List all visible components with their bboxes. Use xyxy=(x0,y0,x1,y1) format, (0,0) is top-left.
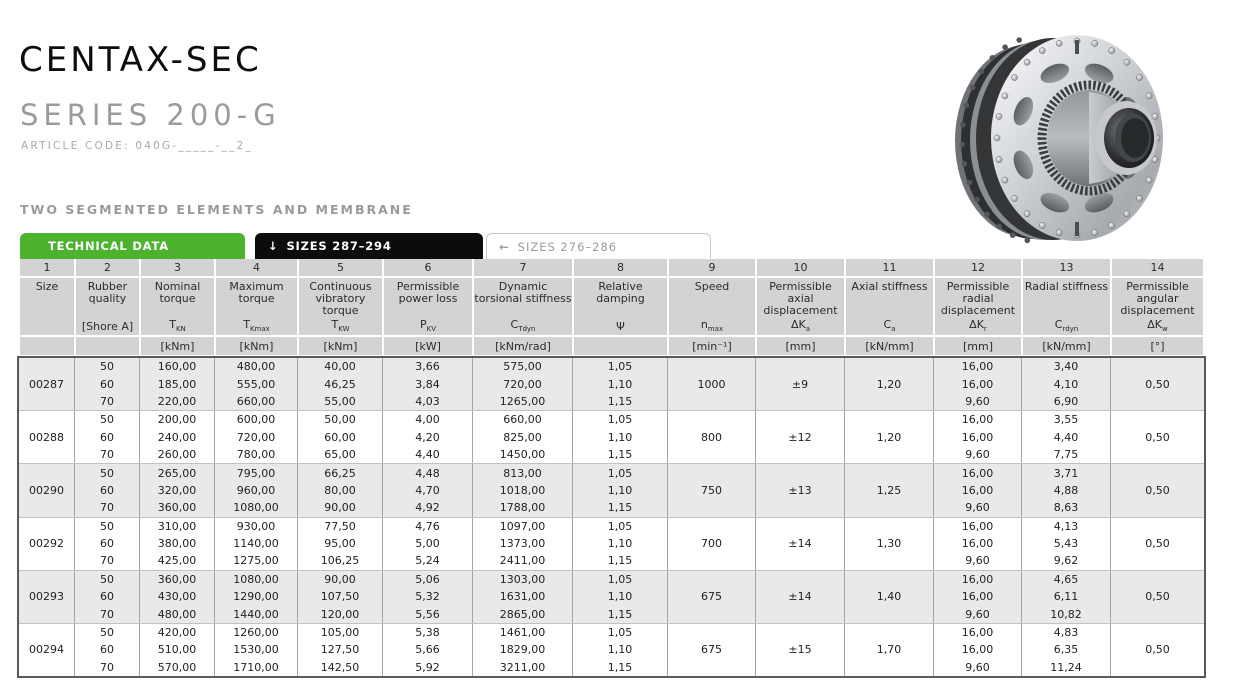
column-title: Maximum torque xyxy=(229,280,284,305)
size-cell: 00288 xyxy=(19,411,75,463)
torsional-stiffness-cell: 1373,00 xyxy=(473,535,573,552)
nominal-torque-cell: 310,00 xyxy=(140,518,215,535)
column-symbol: $T_{KN}$ xyxy=(169,318,186,333)
damping-cell: 1,05 xyxy=(573,624,668,641)
nominal-torque-cell: 480,00 xyxy=(140,605,215,622)
article-code: ARTICLE CODE: 040G-_____-__2_ xyxy=(21,140,253,152)
torsional-stiffness-cell: 720,00 xyxy=(473,375,573,392)
column-number: 10 xyxy=(756,259,845,276)
shore-hardness-cell: 50 xyxy=(75,624,140,641)
size-group-row xyxy=(19,410,1204,463)
radial-stiffness-cell: 4,83 xyxy=(1022,624,1111,641)
vibratory-torque-cell: 90,00 xyxy=(298,571,383,588)
column-number: 13 xyxy=(1022,259,1111,276)
maximum-torque-cell: 930,00 xyxy=(215,518,298,535)
axial-stiffness-cell: 1,30 xyxy=(845,518,934,570)
column-unit: [min⁻¹] xyxy=(668,337,756,355)
column-title: Permissible axial displacement xyxy=(763,280,838,317)
radial-displacement-cell: 9,60 xyxy=(934,393,1022,410)
vibratory-torque-cell: 40,00 xyxy=(298,358,383,375)
shore-hardness-cell: 70 xyxy=(75,499,140,516)
torsional-stiffness-cell: 575,00 xyxy=(473,358,573,375)
speed-cell: 700 xyxy=(668,518,756,570)
axial-stiffness-cell: 1,40 xyxy=(845,571,934,623)
nominal-torque-cell: 360,00 xyxy=(140,571,215,588)
column-number: 1 xyxy=(19,259,75,276)
radial-displacement-cell: 9,60 xyxy=(934,605,1022,622)
maximum-torque-cell: 1530,00 xyxy=(215,641,298,658)
damping-cell: 1,05 xyxy=(573,411,668,428)
column-number-row xyxy=(19,259,1204,276)
column-number: 9 xyxy=(668,259,756,276)
nominal-torque-cell: 160,00 xyxy=(140,358,215,375)
column-number: 12 xyxy=(934,259,1022,276)
technical-data-table xyxy=(19,259,1204,676)
power-loss-cell: 5,66 xyxy=(383,641,473,658)
maximum-torque-cell: 720,00 xyxy=(215,429,298,446)
column-title: Permissible radial displacement xyxy=(940,280,1016,317)
size-cell: 00294 xyxy=(19,624,75,676)
radial-displacement-cell: 9,60 xyxy=(934,659,1022,676)
vibratory-torque-cell: 50,00 xyxy=(298,411,383,428)
damping-cell: 1,15 xyxy=(573,605,668,622)
column-title: Size xyxy=(35,280,59,293)
shore-hardness-cell: 70 xyxy=(75,552,140,569)
column-header xyxy=(298,278,383,335)
radial-displacement-cell: 9,60 xyxy=(934,499,1022,516)
column-symbol: $P_{KV}$ xyxy=(419,318,437,333)
torsional-stiffness-cell: 2411,00 xyxy=(473,552,573,569)
vibratory-torque-cell: 105,00 xyxy=(298,624,383,641)
axial-displacement-cell: ±15 xyxy=(756,624,845,676)
radial-stiffness-cell: 9,62 xyxy=(1022,552,1111,569)
size-group-row xyxy=(19,517,1204,570)
radial-displacement-cell: 9,60 xyxy=(934,552,1022,569)
nominal-torque-cell: 430,00 xyxy=(140,588,215,605)
shore-hardness-cell: 60 xyxy=(75,482,140,499)
radial-stiffness-cell: 4,13 xyxy=(1022,518,1111,535)
column-header-row xyxy=(19,278,1204,335)
column-unit: [kNm] xyxy=(215,337,298,355)
column-header xyxy=(19,278,75,335)
torsional-stiffness-cell: 1461,00 xyxy=(473,624,573,641)
radial-displacement-cell: 16,00 xyxy=(934,482,1022,499)
column-number: 5 xyxy=(298,259,383,276)
power-loss-cell: 4,20 xyxy=(383,429,473,446)
vibratory-torque-cell: 120,00 xyxy=(298,605,383,622)
maximum-torque-cell: 1440,00 xyxy=(215,605,298,622)
column-unit: [mm] xyxy=(756,337,845,355)
damping-cell: 1,15 xyxy=(573,446,668,463)
down-arrow-icon: ↓ xyxy=(268,239,279,253)
radial-displacement-cell: 16,00 xyxy=(934,429,1022,446)
power-loss-cell: 4,40 xyxy=(383,446,473,463)
column-unit: [kNm/rad] xyxy=(473,337,573,355)
column-title: Radial stiffness xyxy=(1024,280,1109,293)
size-group-row xyxy=(19,570,1204,623)
damping-cell: 1,05 xyxy=(573,358,668,375)
radial-stiffness-cell: 10,82 xyxy=(1022,605,1111,622)
radial-displacement-cell: 16,00 xyxy=(934,375,1022,392)
column-symbol: $C_a$ xyxy=(883,318,896,333)
shore-hardness-cell: 50 xyxy=(75,518,140,535)
radial-stiffness-cell: 3,71 xyxy=(1022,464,1111,481)
maximum-torque-cell: 1080,00 xyxy=(215,571,298,588)
column-unit: [kN/mm] xyxy=(1022,337,1111,355)
radial-displacement-cell: 16,00 xyxy=(934,358,1022,375)
damping-cell: 1,10 xyxy=(573,375,668,392)
nominal-torque-cell: 200,00 xyxy=(140,411,215,428)
column-header xyxy=(1111,278,1204,335)
torsional-stiffness-cell: 2865,00 xyxy=(473,605,573,622)
vibratory-torque-cell: 77,50 xyxy=(298,518,383,535)
nominal-torque-cell: 260,00 xyxy=(140,446,215,463)
tab-technical-data[interactable] xyxy=(20,233,245,259)
column-number: 11 xyxy=(845,259,934,276)
radial-displacement-cell: 16,00 xyxy=(934,518,1022,535)
power-loss-cell: 5,92 xyxy=(383,659,473,676)
radial-displacement-cell: 16,00 xyxy=(934,411,1022,428)
size-cell: 00292 xyxy=(19,518,75,570)
column-unit: [°] xyxy=(1111,337,1204,355)
column-title: Relative damping xyxy=(596,280,645,305)
angular-displacement-cell: 0,50 xyxy=(1145,537,1170,551)
radial-stiffness-cell: 5,43 xyxy=(1022,535,1111,552)
torsional-stiffness-cell: 825,00 xyxy=(473,429,573,446)
torsional-stiffness-cell: 1788,00 xyxy=(473,499,573,516)
shore-hardness-cell: 70 xyxy=(75,446,140,463)
nominal-torque-cell: 570,00 xyxy=(140,659,215,676)
torsional-stiffness-cell: 1265,00 xyxy=(473,393,573,410)
column-symbol: [Shore A] xyxy=(81,320,134,333)
column-number: 7 xyxy=(473,259,573,276)
power-loss-cell: 5,56 xyxy=(383,605,473,622)
column-header xyxy=(1022,278,1111,335)
vibratory-torque-cell: 142,50 xyxy=(298,659,383,676)
tab-label: TECHNICAL DATA xyxy=(48,239,169,253)
maximum-torque-cell: 795,00 xyxy=(215,464,298,481)
column-unit: [kNm] xyxy=(140,337,215,355)
nominal-torque-cell: 265,00 xyxy=(140,464,215,481)
tab-sizes-287-294[interactable] xyxy=(255,233,483,259)
table-body xyxy=(19,358,1204,676)
shore-hardness-cell: 50 xyxy=(75,571,140,588)
shore-hardness-cell: 60 xyxy=(75,535,140,552)
damping-cell: 1,10 xyxy=(573,535,668,552)
angular-displacement-cell: 0,50 xyxy=(1145,643,1170,657)
radial-stiffness-cell: 7,75 xyxy=(1022,446,1111,463)
power-loss-cell: 4,00 xyxy=(383,411,473,428)
nominal-torque-cell: 380,00 xyxy=(140,535,215,552)
column-header xyxy=(934,278,1022,335)
maximum-torque-cell: 660,00 xyxy=(215,393,298,410)
angular-displacement-cell: 0,50 xyxy=(1145,483,1170,497)
shore-hardness-cell: 60 xyxy=(75,429,140,446)
power-loss-cell: 5,24 xyxy=(383,552,473,569)
nominal-torque-cell: 510,00 xyxy=(140,641,215,658)
column-symbol: $\Delta K_w$ xyxy=(1147,318,1168,333)
column-header xyxy=(573,278,668,335)
torsional-stiffness-cell: 1097,00 xyxy=(473,518,573,535)
size-group-row xyxy=(19,358,1204,410)
column-symbol: $\Delta K_a$ xyxy=(790,318,811,333)
size-range-tabs xyxy=(20,233,711,259)
damping-cell: 1,05 xyxy=(573,518,668,535)
vibratory-torque-cell: 107,50 xyxy=(298,588,383,605)
column-title: Speed xyxy=(694,280,730,293)
maximum-torque-cell: 600,00 xyxy=(215,411,298,428)
radial-displacement-cell: 9,60 xyxy=(934,446,1022,463)
damping-cell: 1,15 xyxy=(573,552,668,569)
coupling-product-image xyxy=(948,18,1200,258)
column-header xyxy=(383,278,473,335)
size-group-row xyxy=(19,463,1204,516)
vibratory-torque-cell: 46,25 xyxy=(298,375,383,392)
column-title: Axial stiffness xyxy=(851,280,928,293)
maximum-torque-cell: 1080,00 xyxy=(215,499,298,516)
column-symbol: $n_{max}$ xyxy=(700,318,724,333)
vibratory-torque-cell: 90,00 xyxy=(298,499,383,516)
size-group-row xyxy=(19,623,1204,676)
radial-stiffness-cell: 11,24 xyxy=(1022,659,1111,676)
damping-cell: 1,10 xyxy=(573,588,668,605)
column-unit xyxy=(75,337,140,355)
maximum-torque-cell: 480,00 xyxy=(215,358,298,375)
vibratory-torque-cell: 65,00 xyxy=(298,446,383,463)
torsional-stiffness-cell: 1631,00 xyxy=(473,588,573,605)
axial-displacement-cell: ±13 xyxy=(756,464,845,516)
vibratory-torque-cell: 127,50 xyxy=(298,641,383,658)
section-heading: TWO SEGMENTED ELEMENTS AND MEMBRANE xyxy=(20,202,413,217)
column-number: 8 xyxy=(573,259,668,276)
maximum-torque-cell: 1710,00 xyxy=(215,659,298,676)
column-header xyxy=(75,278,140,335)
column-header xyxy=(756,278,845,335)
axial-displacement-cell: ±9 xyxy=(756,358,845,410)
column-number: 2 xyxy=(75,259,140,276)
damping-cell: 1,05 xyxy=(573,464,668,481)
vibratory-torque-cell: 66,25 xyxy=(298,464,383,481)
vibratory-torque-cell: 95,00 xyxy=(298,535,383,552)
shore-hardness-cell: 70 xyxy=(75,393,140,410)
axial-stiffness-cell: 1,20 xyxy=(845,411,934,463)
column-unit: [kN/mm] xyxy=(845,337,934,355)
nominal-torque-cell: 420,00 xyxy=(140,624,215,641)
damping-cell: 1,05 xyxy=(573,571,668,588)
angular-displacement-cell: 0,50 xyxy=(1145,590,1170,604)
vibratory-torque-cell: 60,00 xyxy=(298,429,383,446)
speed-cell: 800 xyxy=(668,411,756,463)
shore-hardness-cell: 60 xyxy=(75,375,140,392)
maximum-torque-cell: 960,00 xyxy=(215,482,298,499)
damping-cell: 1,10 xyxy=(573,482,668,499)
nominal-torque-cell: 220,00 xyxy=(140,393,215,410)
shore-hardness-cell: 70 xyxy=(75,659,140,676)
maximum-torque-cell: 555,00 xyxy=(215,375,298,392)
radial-stiffness-cell: 4,88 xyxy=(1022,482,1111,499)
nominal-torque-cell: 185,00 xyxy=(140,375,215,392)
column-number: 6 xyxy=(383,259,473,276)
torsional-stiffness-cell: 1018,00 xyxy=(473,482,573,499)
vibratory-torque-cell: 106,25 xyxy=(298,552,383,569)
column-title: Permissible angular displacement xyxy=(1120,280,1195,317)
column-unit xyxy=(19,337,75,355)
column-symbol: Ψ xyxy=(616,320,625,333)
power-loss-cell: 5,00 xyxy=(383,535,473,552)
nominal-torque-cell: 360,00 xyxy=(140,499,215,516)
torsional-stiffness-cell: 1829,00 xyxy=(473,641,573,658)
column-unit: [mm] xyxy=(934,337,1022,355)
column-title: Permissible power loss xyxy=(396,280,460,305)
tab-label: SIZES 287–294 xyxy=(286,239,392,253)
left-arrow-icon: ← xyxy=(499,239,510,254)
column-unit-row xyxy=(19,337,1204,355)
shore-hardness-cell: 50 xyxy=(75,358,140,375)
radial-displacement-cell: 16,00 xyxy=(934,571,1022,588)
shore-hardness-cell: 50 xyxy=(75,464,140,481)
column-header xyxy=(845,278,934,335)
column-unit: [kW] xyxy=(383,337,473,355)
column-title: Rubber quality xyxy=(87,280,128,305)
radial-stiffness-cell: 6,35 xyxy=(1022,641,1111,658)
column-symbol: $\Delta K_r$ xyxy=(969,318,987,333)
column-symbol: $C_{Tdyn}$ xyxy=(510,318,536,333)
column-number: 4 xyxy=(215,259,298,276)
speed-cell: 750 xyxy=(668,464,756,516)
radial-stiffness-cell: 4,10 xyxy=(1022,375,1111,392)
shore-hardness-cell: 60 xyxy=(75,641,140,658)
coupling-3d-render xyxy=(948,18,1200,258)
power-loss-cell: 4,70 xyxy=(383,482,473,499)
column-symbol: $T_{KW}$ xyxy=(331,318,350,333)
column-symbol: $T_{Kmax}$ xyxy=(243,318,270,333)
torsional-stiffness-cell: 1450,00 xyxy=(473,446,573,463)
power-loss-cell: 5,32 xyxy=(383,588,473,605)
column-header xyxy=(473,278,573,335)
size-cell: 00293 xyxy=(19,571,75,623)
radial-stiffness-cell: 4,40 xyxy=(1022,429,1111,446)
shore-hardness-cell: 60 xyxy=(75,588,140,605)
torsional-stiffness-cell: 813,00 xyxy=(473,464,573,481)
damping-cell: 1,10 xyxy=(573,641,668,658)
nominal-torque-cell: 240,00 xyxy=(140,429,215,446)
series-subtitle: SERIES 200-G xyxy=(20,98,281,132)
torsional-stiffness-cell: 1303,00 xyxy=(473,571,573,588)
power-loss-cell: 4,03 xyxy=(383,393,473,410)
column-symbol: $C_{rdyn}$ xyxy=(1054,318,1079,333)
maximum-torque-cell: 1260,00 xyxy=(215,624,298,641)
axial-stiffness-cell: 1,25 xyxy=(845,464,934,516)
column-header xyxy=(140,278,215,335)
nominal-torque-cell: 320,00 xyxy=(140,482,215,499)
radial-stiffness-cell: 3,55 xyxy=(1022,411,1111,428)
torsional-stiffness-cell: 3211,00 xyxy=(473,659,573,676)
power-loss-cell: 3,66 xyxy=(383,358,473,375)
column-number: 14 xyxy=(1111,259,1204,276)
power-loss-cell: 5,06 xyxy=(383,571,473,588)
size-cell: 00290 xyxy=(19,464,75,516)
column-header xyxy=(215,278,298,335)
shore-hardness-cell: 50 xyxy=(75,411,140,428)
axial-stiffness-cell: 1,70 xyxy=(845,624,934,676)
column-title: Continuous vibratory torque xyxy=(309,280,372,317)
shore-hardness-cell: 70 xyxy=(75,605,140,622)
angular-displacement-cell: 0,50 xyxy=(1145,430,1170,444)
size-cell: 00287 xyxy=(19,358,75,410)
power-loss-cell: 5,38 xyxy=(383,624,473,641)
radial-stiffness-cell: 8,63 xyxy=(1022,499,1111,516)
tab-sizes-276-286[interactable] xyxy=(486,233,711,259)
radial-displacement-cell: 16,00 xyxy=(934,624,1022,641)
radial-displacement-cell: 16,00 xyxy=(934,641,1022,658)
page-title: CENTAX-SEC xyxy=(19,40,262,80)
speed-cell: 1000 xyxy=(668,358,756,410)
speed-cell: 675 xyxy=(668,624,756,676)
column-header xyxy=(668,278,756,335)
power-loss-cell: 4,76 xyxy=(383,518,473,535)
column-title: Dynamic torsional stiffness xyxy=(474,280,572,305)
angular-displacement-cell: 0,50 xyxy=(1145,377,1170,391)
axial-displacement-cell: ±12 xyxy=(756,411,845,463)
vibratory-torque-cell: 80,00 xyxy=(298,482,383,499)
radial-displacement-cell: 16,00 xyxy=(934,464,1022,481)
axial-stiffness-cell: 1,20 xyxy=(845,358,934,410)
damping-cell: 1,15 xyxy=(573,499,668,516)
tab-label: SIZES 276–286 xyxy=(517,239,618,254)
damping-cell: 1,15 xyxy=(573,393,668,410)
vibratory-torque-cell: 55,00 xyxy=(298,393,383,410)
column-title: Nominal torque xyxy=(154,280,201,305)
damping-cell: 1,15 xyxy=(573,659,668,676)
nominal-torque-cell: 425,00 xyxy=(140,552,215,569)
maximum-torque-cell: 780,00 xyxy=(215,446,298,463)
torsional-stiffness-cell: 660,00 xyxy=(473,411,573,428)
power-loss-cell: 4,48 xyxy=(383,464,473,481)
column-unit: [kNm] xyxy=(298,337,383,355)
power-loss-cell: 3,84 xyxy=(383,375,473,392)
radial-stiffness-cell: 3,40 xyxy=(1022,358,1111,375)
radial-stiffness-cell: 6,11 xyxy=(1022,588,1111,605)
column-unit xyxy=(573,337,668,355)
maximum-torque-cell: 1140,00 xyxy=(215,535,298,552)
axial-displacement-cell: ±14 xyxy=(756,518,845,570)
radial-stiffness-cell: 4,65 xyxy=(1022,571,1111,588)
power-loss-cell: 4,92 xyxy=(383,499,473,516)
radial-displacement-cell: 16,00 xyxy=(934,535,1022,552)
column-number: 3 xyxy=(140,259,215,276)
speed-cell: 675 xyxy=(668,571,756,623)
damping-cell: 1,10 xyxy=(573,429,668,446)
radial-stiffness-cell: 6,90 xyxy=(1022,393,1111,410)
maximum-torque-cell: 1275,00 xyxy=(215,552,298,569)
radial-displacement-cell: 16,00 xyxy=(934,588,1022,605)
maximum-torque-cell: 1290,00 xyxy=(215,588,298,605)
axial-displacement-cell: ±14 xyxy=(756,571,845,623)
